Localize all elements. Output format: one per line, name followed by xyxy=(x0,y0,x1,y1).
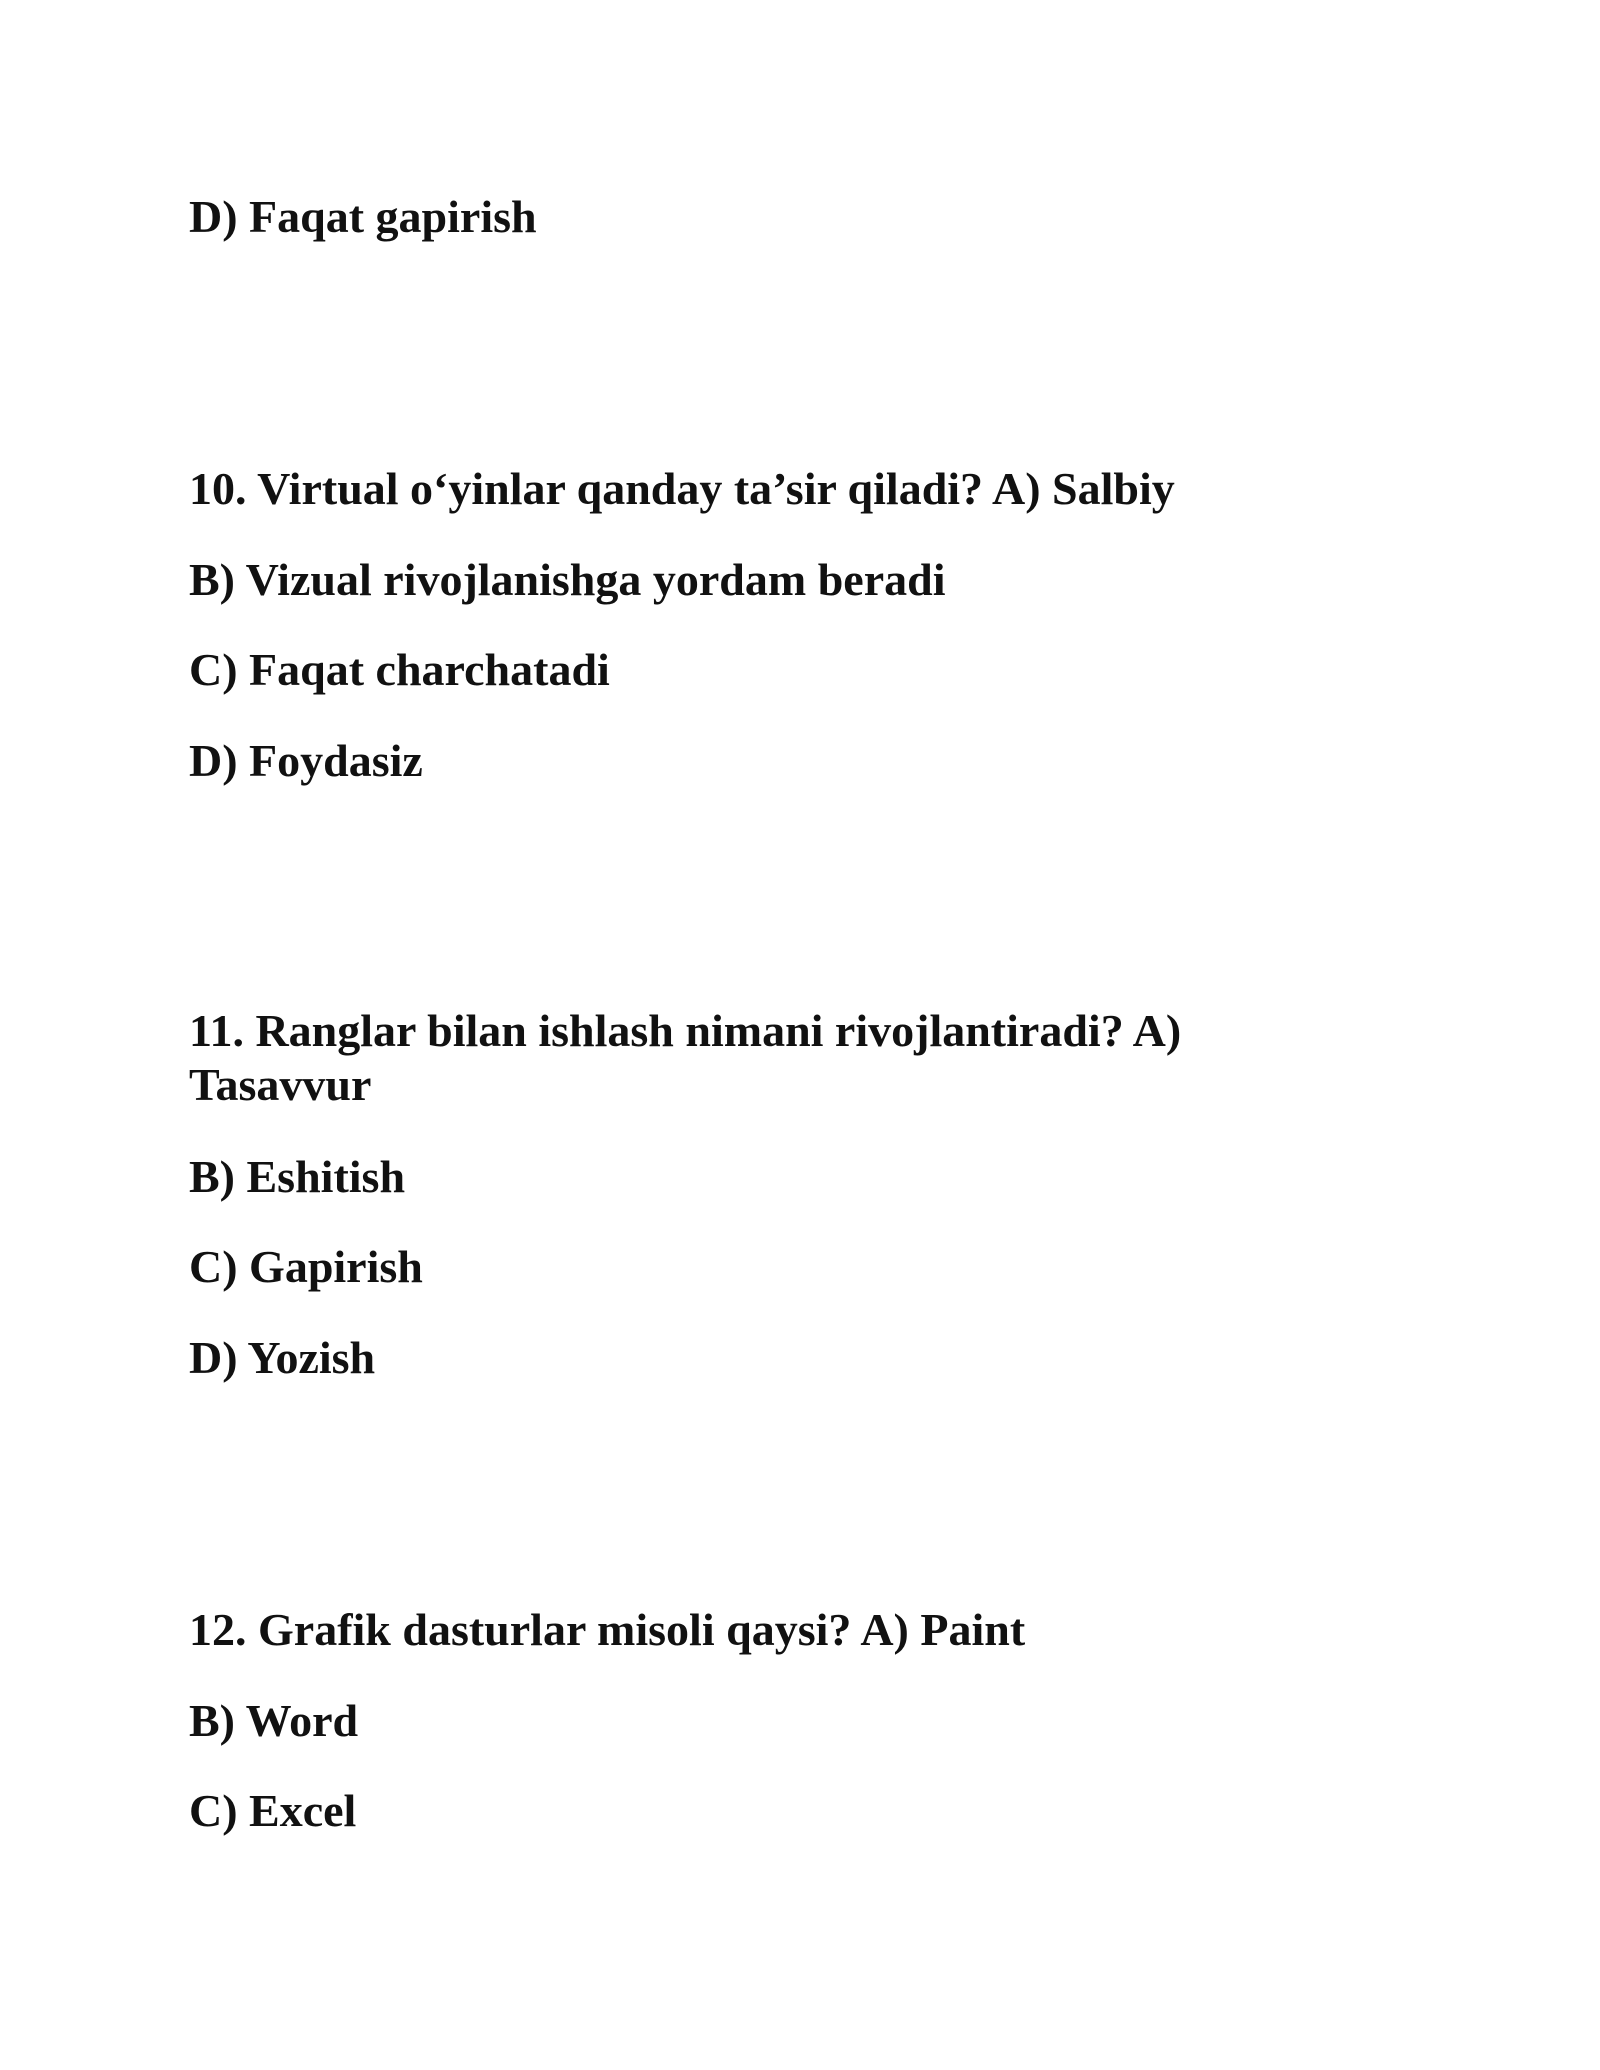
question-11-option-b: B) Eshitish xyxy=(189,1151,406,1202)
question-12-option-c: C) Excel xyxy=(189,1785,357,1836)
question-10-stem: 10. Virtual o‘yinlar qanday ta’sir qiladi? A) Salbiy xyxy=(189,463,1175,514)
question-10-option-b: B) Vizual rivojlanishga yordam beradi xyxy=(189,554,946,605)
question-11-option-c: C) Gapirish xyxy=(189,1241,423,1292)
question-10-option-d: D) Foydasiz xyxy=(189,735,423,786)
question-11-stem: 11. Ranglar bilan ishlash nimani rivojlantiradi? A) Tasavvur xyxy=(189,1005,1182,1110)
question-12-stem: 12. Grafik dasturlar misoli qaysi? A) Paint xyxy=(189,1604,1026,1655)
question-11-option-d: D) Yozish xyxy=(189,1332,376,1383)
prev-question-option-d: D) Faqat gapirish xyxy=(189,191,537,242)
question-12-option-b: B) Word xyxy=(189,1695,359,1746)
question-10-option-c: C) Faqat charchatadi xyxy=(189,644,610,695)
